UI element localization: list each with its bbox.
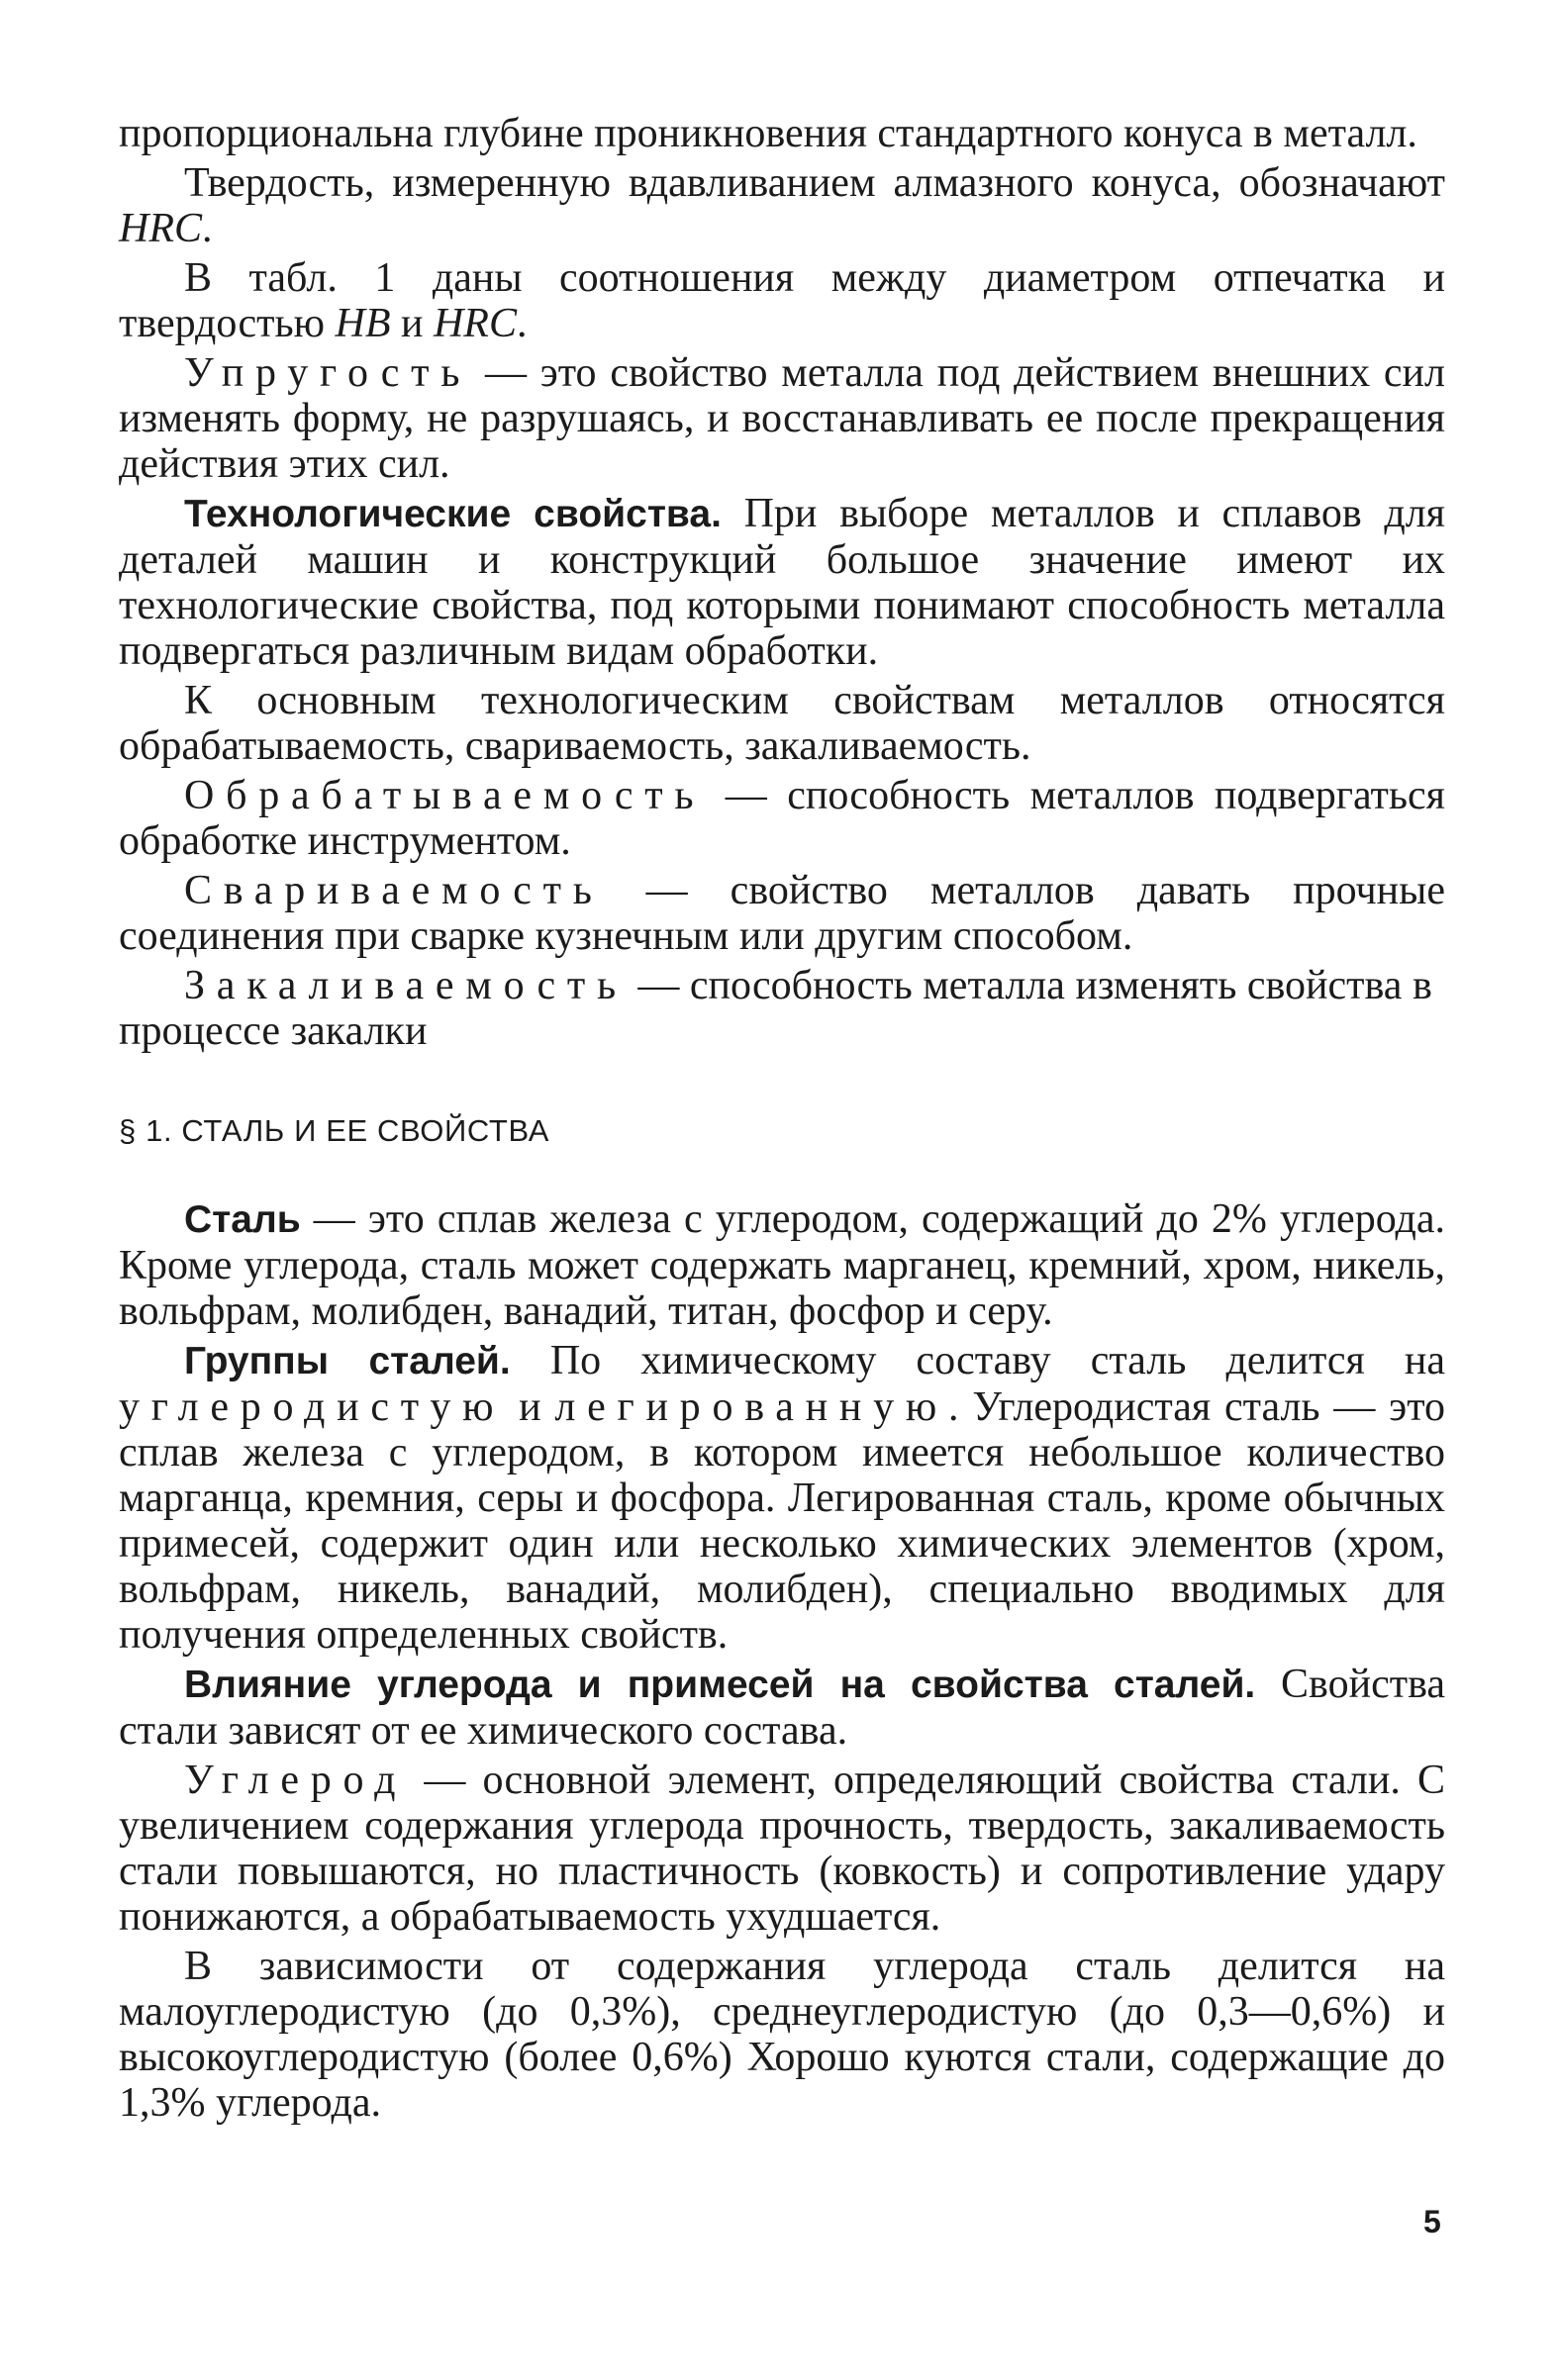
text: и: [505, 1384, 555, 1430]
paragraph-steel-groups: [119, 1338, 1445, 1658]
term-hardenability: Закаливаемость: [184, 963, 628, 1008]
text: — свойство металлов давать прочные соединения при сварке кузнечным или другим способом.: [119, 868, 1445, 959]
paragraph-hrc: [119, 160, 1445, 251]
text: — способность металлов подвергаться обработке инструментом.: [119, 773, 1445, 864]
paragraph-continuation: пропорциональна глубине проникновения стандартного конуса в металл.: [119, 111, 1417, 156]
text: По химическому составу сталь делится на: [510, 1338, 1446, 1383]
paragraph-carbon-content: В зависимости от содержания углерода сталь делится на малоуглеродистую (до 0,3%), среднеуглеродистую (до 0,3—0,6%) и высокоуглеродистую (более 0,6%) Хорошо куются стали, содержащие до 1,3% углерода.: [119, 1944, 1445, 2126]
bold-lead: Влияние углерода и примесей на свойства сталей.: [184, 1664, 1256, 1706]
hb-symbol: НВ: [335, 301, 391, 346]
paragraph-tech-properties: [119, 491, 1445, 674]
term-weldability: Свариваемость: [184, 868, 604, 913]
text: — это свойство металла под действием внешних сил изменять форму, не разрушаясь, и восстанавливать ее после прекращения действия этих сил.: [119, 350, 1445, 487]
term-alloy-steel: легированную: [554, 1384, 949, 1430]
paragraph-carbon: [119, 1758, 1445, 1940]
paragraph-weldability: [119, 868, 1445, 959]
text: — основной элемент, определяющий свойства стали. С увеличением содержания углерода прочность, твердость, закаливаемость стали повышаются, но пластичность (ковкость) и сопротивление удару понижаются, а обрабатываемость ухудшается.: [119, 1758, 1445, 1940]
section-heading: § 1. СТАЛЬ И ЕЕ СВОЙСТВА: [119, 1113, 550, 1148]
paragraph-hardenability: [119, 963, 1445, 1054]
hrc-symbol: HRC: [433, 301, 517, 346]
bold-lead: Группы сталей.: [184, 1340, 511, 1382]
term-carbon-steel: углеродистую: [119, 1384, 506, 1430]
text: и: [390, 301, 434, 346]
bold-lead: Сталь: [184, 1198, 301, 1241]
paragraph-steel: [119, 1196, 1445, 1334]
text: — это сплав железа с углеродом, содержащий до 2% углерода. Кроме углерода, сталь может содержать марганец, кремний, хром, никель, вольфрам, молибден, ванадий, титан, фосфор и серу.: [119, 1196, 1445, 1334]
text: .: [516, 301, 528, 346]
bold-lead: Технологические свойства.: [184, 493, 722, 535]
paragraph-machinability: [119, 773, 1445, 864]
text: В табл. 1 даны соотношения между диаметром отпечатка и твердостью: [119, 255, 1445, 346]
hrc-symbol: HRC: [119, 206, 202, 251]
paragraph-table-ref: [119, 255, 1445, 346]
term-elasticity: Упругость: [184, 350, 472, 396]
text: Свойства стали зависят от ее химического состава.: [119, 1662, 1445, 1754]
text: .: [202, 206, 213, 251]
paragraph-carbon-influence: [119, 1662, 1445, 1754]
text: При выборе металлов и сплавов для деталей машин и конструкций большое значение имеют их технологические свойства, под которыми понимают способность металла подвергаться различным видам обработки.: [119, 491, 1445, 674]
page-number: 5: [1423, 2204, 1441, 2239]
page-content: [119, 111, 1445, 2126]
text: — способность металла изменять свойства в процессе закалки: [119, 963, 1432, 1054]
paragraph-main-properties: К основным технологическим свойствам металлов относятся обрабатываемость, свариваемость, закаливаемость.: [119, 678, 1445, 769]
text: Твердость, измеренную вдавливанием алмазного конуса, обозначают: [184, 160, 1445, 206]
term-machinability: Обрабатываемость: [184, 773, 706, 818]
paragraph-elasticity: [119, 350, 1445, 487]
term-carbon: Углерод: [184, 1758, 408, 1803]
text: . Углеродистая сталь — это сплав железа с углеродом, в котором имеется небольшое количество марганца, кремния, серы и фосфора. Легированная сталь, кроме обычных примесей, содержит один или несколько химических элементов (хром, вольфрам, никель, ванадий, молибден), специально вводимых для получения определенных свойств.: [119, 1384, 1445, 1658]
